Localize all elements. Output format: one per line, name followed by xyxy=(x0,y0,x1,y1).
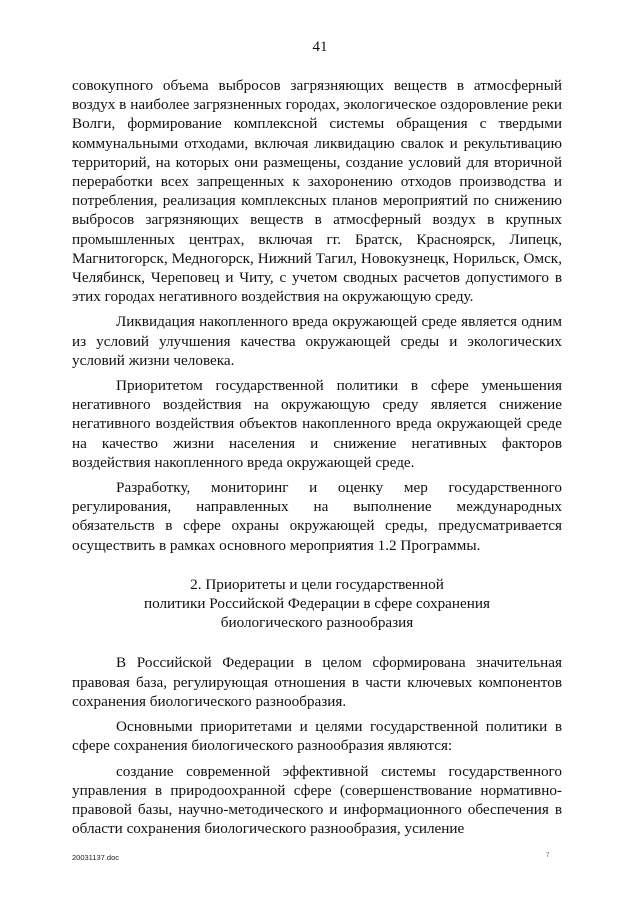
paragraph-international-obligations: Разработку, мониторинг и оценку мер государственного регулирования, направленных на выполнение международных обязательств в сфере охраны окружающей среды, предусматривается осуществить в рамках основного мероприятия 1.2 Программы. xyxy=(72,479,562,554)
section-heading-line-2: политики Российской Федерации в сфере сохранения xyxy=(143,595,491,613)
document-body xyxy=(72,76,562,838)
corner-mark: 7 xyxy=(546,853,550,859)
paragraph-continuation: совокупного объема выбросов загрязняющих веществ в атмосферный воздух в наиболее загрязненных городах, экологическое оздоровление реки Волги, формирование комплексной системы обращения с твердыми коммунальными отходами, включая ликвидацию свалок и рекультивацию территорий, на которых они размещены, создание условий для вторичной переработки всех запрещенных к захоронению отходов производства и потребления, реализация комплексных планов мероприятий по снижению выбросов загрязняющих веществ в атмосферный воздух в крупных промышленных центрах, включая гг. Братск, Красноярск, Липецк, Магнитогорск, Медногорск, Нижний Тагил, Новокузнецк, Норильск, Омск, Челябинск, Череповец и Читу, с учетом сводных расчетов допустимого в этих городах негативного воздействия на окружающую среду. xyxy=(72,77,562,306)
section-heading-line-1: 2. Приоритеты и цели государственной xyxy=(190,575,444,593)
paragraph-governance-system: создание современной эффективной системы государственного управления в природоохранной сфере (совершенствование нормативно-правовой базы, научно-методического и информационного обеспечения в области сохранения биологического разнообразия, усиление xyxy=(72,762,562,838)
footer-file-name: 20031137.doc xyxy=(72,853,119,862)
section-heading xyxy=(72,575,562,633)
section-heading-line-3: биологического разнообразия xyxy=(220,614,414,632)
paragraph-accumulated-harm: Ликвидация накопленного вреда окружающей среде является одним из условий улучшения качества окружающей среды и экологических условий жизни человека. xyxy=(72,313,562,369)
paragraph-policy-priority: Приоритетом государственной политики в сфере уменьшения негативного воздействия на окружающую среду является снижение негативного воздействия объектов накопленного вреда окружающей среде на качество жизни населения и снижение негативных факторов воздействия накопленного вреда окружающей среде. xyxy=(72,377,562,471)
page-number: 41 xyxy=(312,39,328,55)
paragraph-main-priorities: Основными приоритетами и целями государственной политики в сфере сохранения биологического разнообразия являются: xyxy=(72,718,562,755)
paragraph-legal-base: В Российской Федерации в целом сформирована значительная правовая база, регулирующая отношения в части ключевых компонентов сохранения биологического разнообразия. xyxy=(72,654,562,710)
